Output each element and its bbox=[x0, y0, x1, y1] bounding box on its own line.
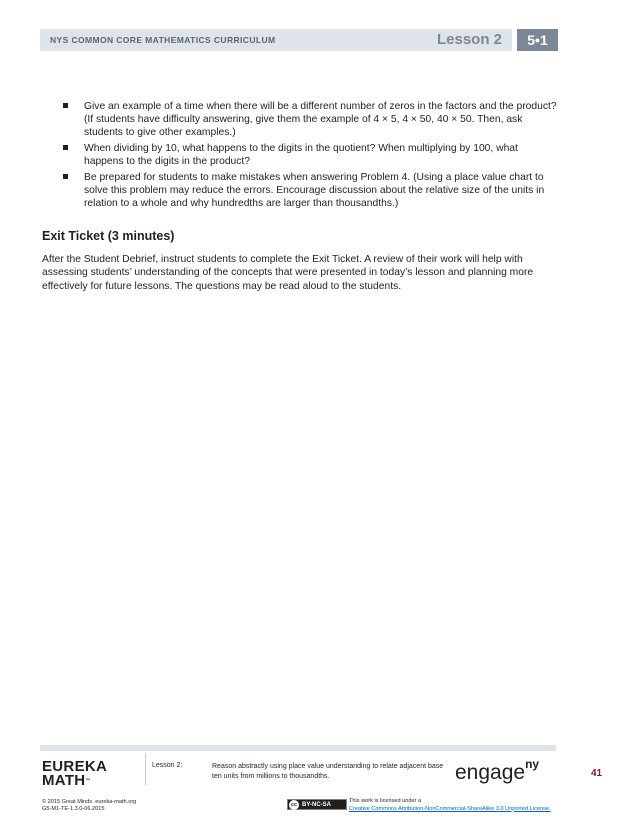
engage-superscript: ny bbox=[525, 757, 540, 771]
curriculum-title: NYS COMMON CORE MATHEMATICS CURRICULUM bbox=[50, 35, 276, 45]
page-header bbox=[40, 29, 558, 51]
logo-line-1: EUREKA bbox=[42, 758, 108, 775]
engageny-logo bbox=[455, 757, 540, 785]
cc-icon: cc bbox=[290, 802, 298, 808]
exit-ticket-heading: Exit Ticket (3 minutes) bbox=[42, 229, 175, 243]
footer-rule bbox=[40, 745, 556, 751]
license-link[interactable]: Creative Commons Attribution-NonCommercial-ShareAlike 3.0 Unported License. bbox=[349, 805, 551, 812]
list-item bbox=[60, 100, 560, 139]
copyright-line-1: © 2015 Great Minds. eureka-math.org bbox=[42, 799, 137, 805]
license-line-1: This work is licensed under a bbox=[349, 798, 422, 804]
square-bullet-icon bbox=[63, 103, 68, 108]
logo-trademark: ™ bbox=[85, 778, 91, 784]
cc-license-badge[interactable] bbox=[287, 799, 347, 810]
cc-badge-text: BY-NC-SA bbox=[302, 802, 332, 808]
debrief-question-list bbox=[60, 100, 560, 213]
grade-module-badge: 5•1 bbox=[517, 29, 558, 51]
bullet-text: Give an example of a time when there will be a different number of zeros in the factors and the product? (If students have difficulty answering, give them the example of 4 × 5, 4 × 50, 40 × 50. Then, ask students to give other examples.) bbox=[84, 101, 557, 138]
square-bullet-icon bbox=[63, 145, 68, 150]
footer-divider bbox=[145, 753, 146, 785]
bullet-text: Be prepared for students to make mistakes when answering Problem 4. (Using a place value chart to solve this problem may reduce the errors. Encourage discussion about the relative size of the units in relation to a whole and why hundredths are larger than thousandths.) bbox=[84, 172, 545, 209]
license-text bbox=[349, 798, 550, 813]
bullet-text: When dividing by 10, what happens to the digits in the quotient? When multiplying by 100, what happens to the digits in the product? bbox=[84, 143, 518, 167]
square-bullet-icon bbox=[63, 174, 68, 179]
lesson-title: Lesson 2 bbox=[436, 31, 502, 48]
header-bar bbox=[40, 29, 512, 51]
exit-ticket-paragraph: After the Student Debrief, instruct students to complete the Exit Ticket. A review of their work will help with assessing students’ understanding of the concepts that were presented in today’s lesson and planning more effectively for future lessons. The questions may be read aloud to the students. bbox=[42, 254, 534, 292]
copyright bbox=[42, 799, 136, 813]
footer-lesson-label: Lesson 2: bbox=[152, 762, 183, 769]
footer-lesson-description: Reason abstractly using place value understanding to relate adjacent base ten units from millions to thousandths. bbox=[212, 763, 444, 780]
list-item bbox=[60, 142, 560, 168]
page-number: 41 bbox=[591, 768, 603, 779]
eureka-math-logo bbox=[42, 760, 107, 788]
copyright-line-2: G5-M1-TE-1.3.0-06.2015 bbox=[42, 806, 105, 812]
engage-text: engage bbox=[455, 761, 526, 784]
logo-line-2: MATH bbox=[42, 772, 86, 789]
list-item bbox=[60, 171, 560, 210]
